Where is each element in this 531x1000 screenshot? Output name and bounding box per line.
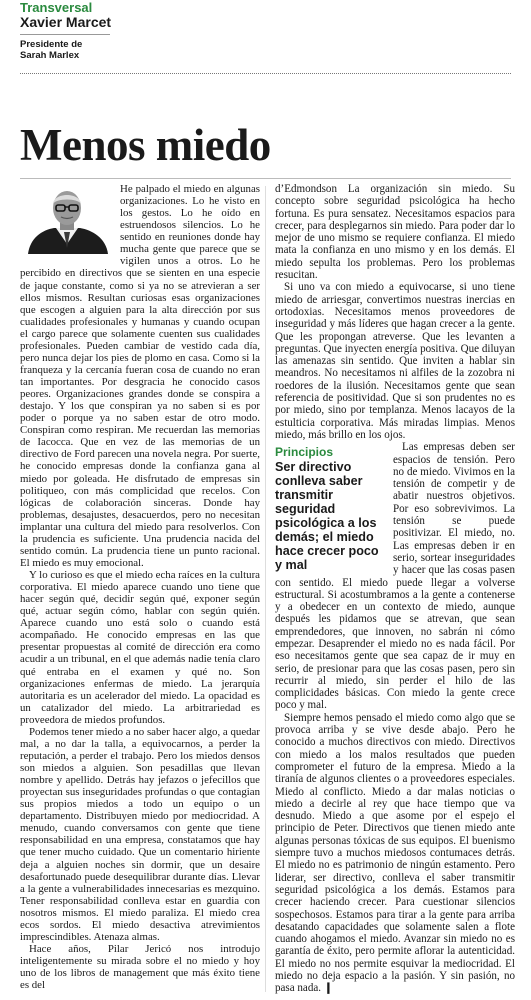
paragraph <box>275 712 515 995</box>
byline-header <box>20 0 515 61</box>
paragraph: Podemos tener miedo a no saber hacer algo, a quedar mal, a no dar la talla, a equivocarnos, a perder la reputación, a perder el trabajo. Pero los miedos densos son miedos a alguien. Son pesadillas que llevan nombre y apellido. Detrás hay jefazos o jefecillos que proyectan sus inseguridades profundas o que contagian sus propios miedos a todo un equipo o un departamento. Distribuyen miedo por mediocridad. A menudo, cuando conversamos con gente que tiene responsabilidad en una empresa, constatamos que hay que tener mucho cuidado. Que un comentario hiriente deja a alguien noches sin dormir, que un desaire desafortunado puede desequilibrar durante días. Llevar a la gente a vulnerabilidades innecesarias es mezquino. Tener responsabilidad conlleva estar en guardia con nosotros mismos. El miedo paraliza. El miedo crea ecos sordos. El miedo desactiva atrevimientos imprescindibles. Atenaza almas. <box>20 725 260 943</box>
author-role-line2: Sarah Marlex <box>20 50 80 61</box>
section-label: Transversal <box>20 0 93 15</box>
author-role-line1: Presidente de <box>20 39 83 50</box>
paragraph-text: Siempre hemos pensado el miedo como algo que se provoca arriba y se vive desde abajo. Pero he conocido a muchos directivos con miedo. Directivos con miedo a los malos resultados que pueden comprometer el futuro de la empresa. Miedo a la tiranía de algunos clientes o a proveedores especiales. Miedo al conflicto. Miedo a dar malas noticias o miedo a decirle al rey que hace tiempo que va desnudo. Miedo a que asome por el espejo el principio de Peter. Directivos que tienen miedo ante algunas personas tóxicas de sus equipos. El buenismo siempre tuvo a muchos miedosos contumaces detrás. El miedo no es patrimonio de ningún estamento. Pero liderar, ser directivo, conlleva el saber transmitir seguridad psicológica a los demás. Estamos para crecer haciendo crecer. Para cuestionar silencios sospechosos. Estamos para tirar a la gente para arriba desatando capacidades que solamente salen a flote cuando ahogamos el miedo. Avanzar sin miedo no es garantía de éxito, pero permite aflorar la autenticidad. El miedo no nos permite esquivar la mediocridad. El miedo no deja espacio a la pasión. Y sin pasión, no pasa nada. <box>275 711 515 995</box>
article-column-left <box>20 183 260 991</box>
paragraph: Hace años, Pilar Jericó nos introdujo inteligentemente su mirada sobre el no miedo y hoy uno de los libros de management que más éxito tiene es del <box>20 942 260 992</box>
paragraph: d’Edmondson La organización sin miedo. Su concepto sobre seguridad psicológica ha hecho fortuna. Es pura sensatez. Necesitamos espacios para crecer, para desplegarnos sin miedo. Para poder dar lo mejor de uno mismo se requiere confianza. El miedo mata la confianza en uno mismo y en los demás. El miedo sepulta los problemas. Pero los problemas resucitan. <box>275 183 515 282</box>
article-column-right <box>275 183 515 995</box>
paragraph: Y lo curioso es que el miedo echa raíces en la cultura corporativa. El miedo aparece cuando uno tiene que hacer según qué, decidir según qué, exponer según qué, actuar según cómo, hablar con según quién. Aparece cuando uno está solo o cuando está acompañado. He conocido empresas en las que presentar propuestas al comité de dirección era como acudir a un tribunal, en el que además nadie tenía claro qué entraba en el examen y qué no. Son organizaciones enfermas de miedo. La jerarquía autoritaria es un acelerador del miedo. La opacidad es un catalizador del miedo. La arbitrariedad es proveedora de miedos profundos. <box>20 569 260 726</box>
header-rule <box>20 73 511 74</box>
article-title: Menos miedo <box>20 120 271 170</box>
author-portrait <box>20 186 114 254</box>
paragraph: He palpado el miedo en algunas organizaciones. Lo he visto en los gestos. Lo he oído en estruendosos silencios. Lo he sentido en reuniones donde hay mucha gente que parece que se vigilen unos a otros. Lo he percibido en directivos que se sienten en una especie de jaque constante, como si ya no se atrevieran a ser ellos mismos. Resultan curiosas esas organizaciones que escogen a alguien para la alta dirección por sus cualidades profesionales y humanas y cuando ocupan el cargo parece que solamente cuenten sus cualidades profesionales. Pueden cambiar de vestido cada día, pero nunca dejar los pies de plomo en casa. Como si la franqueza y la cercanía fueran cosa de cuando no eran tan importantes. Por desgracia he conocido casos peores. Organizaciones grandes donde se conspira a destajo. Y los que conspiran ya no saben si es por poder o porque ya no saben estar de otro modo. Conspiran como respiran. Me recuerdan las memorias de Iacocca. Que en vez de las memorias de un directivo de Ford parecen una novela negra. Por suerte, he conocido empresas donde la confianza gana al miedo por goleada. He disfrutado de empresas sin politiqueo, con más complicidad que recelos. Con lógicas de colaboración sinceras. Donde hay problemas, desajustes, desacuerdos, pero no necesitan implantar una cultura del miedo para resolverlos. Con la prudencia es suficiente. Una prudencia nacida del sentido común. La prudencia tiene un punto racional. El miedo es muy emocional. <box>20 183 260 569</box>
paragraph: Las empresas deben ser espacios de tensión. Pero no de miedo. Vivimos en la tensión de competir y de abatir nuestros objetivos. Por eso sobrevivimos. La tensión se puede positivizar. El miedo, no. Las empresas deben ir en serio, sortear inseguridades y hacer que las cosas pasen con sentido. El miedo puede llegar a volverse estructural. Si acostumbramos a la gente a contenerse y a obedecer en un contexto de miedo, aunque después les pidamos que se atrevan, que sean emprendedores, que innoven, no sabrán ni cómo empezar. Desaprender el miedo no es nada fácil. Por eso necesitamos gente que sea capaz de ir muy en serio, de presionar para que las cosas pasen, pero sin recurrir al miedo, sin perder el hilo de las complicidades básicas. Con miedo la gente crece poco y mal. <box>275 441 515 712</box>
pullquote <box>275 445 385 572</box>
pullquote-label: Principios <box>275 445 334 460</box>
pullquote-text: Ser directivo conlleva saber transmitir seguridad psicológica a los demás; el miedo hace crecer poco y mal <box>275 460 379 573</box>
byline-divider <box>20 34 110 35</box>
end-mark: ❙ <box>323 982 334 995</box>
paragraph: Si uno va con miedo a equivocarse, si uno tiene miedo de arriesgar, convertimos nuestras inercias en ortodoxias. Necesitamos menos proveedores de inseguridad y más líderes que hagan crecer a la gente. Que les propongan atreverse. Que les levanten a preguntas. Que inyecten energía positiva. Que diluyan las amenazas sin sentido. Que inviten a hablar sin meandros. No necesitamos ni alfiles de la zozobra ni roedores de la ilusión. Necesitamos gente que sean referencia de positividad. Que si son prudentes no es por miedo, sino por templanza. Menos lacayos de la estulticia corporativa. Más miradas limpias. Menos miedo, más brillo en los ojos. <box>275 281 515 441</box>
title-rule <box>20 178 511 179</box>
author-name: Xavier Marcet <box>20 14 112 30</box>
column-divider <box>265 186 266 992</box>
